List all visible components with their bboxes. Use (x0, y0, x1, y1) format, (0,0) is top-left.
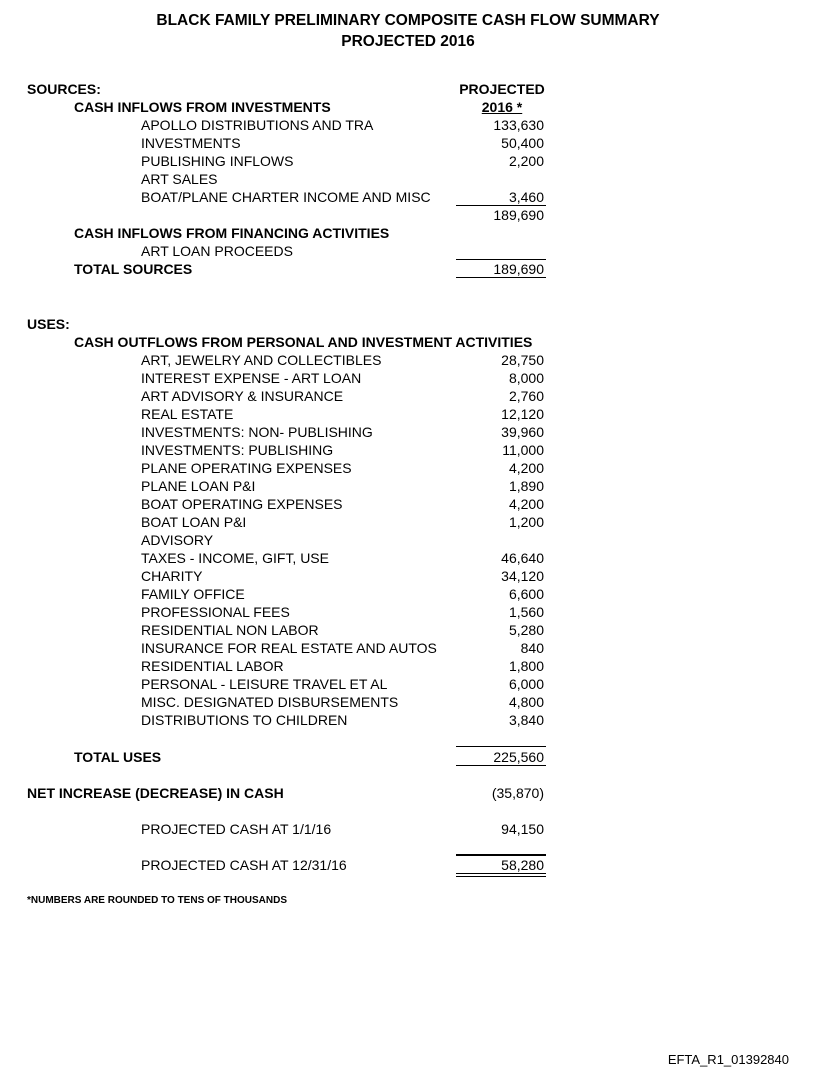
source-item-label: ART SALES (141, 171, 218, 187)
cash-start-value: 94,150 (501, 821, 544, 837)
source-item-value: 50,400 (501, 135, 544, 151)
total-uses-value: 225,560 (493, 749, 544, 765)
use-item-value (440, 531, 544, 549)
use-item-label: ADVISORY (141, 532, 214, 548)
use-item-value: 3,840 (508, 712, 544, 728)
source-item-label: INVESTMENTS (141, 135, 241, 151)
use-item-value: 2,760 (508, 388, 544, 404)
column-header-year: 2016 * (481, 99, 523, 115)
use-item-label: RESIDENTIAL NON LABOR (141, 622, 319, 638)
use-item-label: INVESTMENTS: NON- PUBLISHING (141, 424, 373, 440)
use-item-value: 1,200 (508, 514, 544, 530)
total-uses-rule-bottom (456, 765, 546, 766)
investments-heading: CASH INFLOWS FROM INVESTMENTS (74, 99, 331, 115)
use-item-value: 46,640 (501, 550, 544, 566)
sources-label: SOURCES: (27, 81, 101, 97)
use-item-label: INVESTMENTS: PUBLISHING (141, 442, 334, 458)
document-id: EFTA_R1_01392840 (667, 1052, 789, 1067)
use-item-value: 6,600 (508, 586, 544, 602)
total-sources-label: TOTAL SOURCES (74, 261, 193, 277)
use-item-value: 39,960 (501, 424, 544, 440)
cash-end-rule-double-1 (456, 873, 546, 874)
financing-item-label: ART LOAN PROCEEDS (141, 243, 293, 259)
use-item-label: BOAT LOAN P&I (141, 514, 247, 530)
use-item-value: 12,120 (501, 406, 544, 422)
source-item-label: BOAT/PLANE CHARTER INCOME AND MISC (141, 189, 431, 205)
source-item-label: APOLLO DISTRIBUTIONS AND TRA (141, 117, 374, 133)
use-item-label: BOAT OPERATING EXPENSES (141, 496, 343, 512)
use-item-label: CHARITY (141, 568, 203, 584)
use-item-value: 1,560 (508, 604, 544, 620)
use-item-label: PERSONAL - LEISURE TRAVEL ET AL (141, 676, 388, 692)
use-item-label: INSURANCE FOR REAL ESTATE AND AUTOS (141, 640, 437, 656)
uses-label: USES: (27, 316, 70, 332)
report-subtitle: PROJECTED 2016 (341, 33, 475, 50)
financing-heading: CASH INFLOWS FROM FINANCING ACTIVITIES (74, 225, 390, 241)
total-sources-rule-bottom (456, 277, 546, 278)
use-item-label: INTEREST EXPENSE - ART LOAN (141, 370, 362, 386)
use-item-value: 34,120 (501, 568, 544, 584)
source-item-value: 2,200 (508, 153, 544, 169)
source-item-value: 3,460 (508, 189, 544, 205)
use-item-value: 11,000 (502, 442, 544, 458)
total-uses-label: TOTAL USES (74, 749, 162, 765)
use-item-value: 4,200 (508, 460, 544, 476)
use-item-label: ART ADVISORY & INSURANCE (141, 388, 344, 404)
source-item-value (440, 170, 544, 188)
use-item-value: 8,000 (508, 370, 544, 386)
footnote: *NUMBERS ARE ROUNDED TO TENS OF THOUSANDS (27, 895, 288, 906)
investments-subtotal: 189,690 (493, 207, 544, 223)
cash-start-label: PROJECTED CASH AT 1/1/16 (141, 821, 332, 837)
use-item-label: DISTRIBUTIONS TO CHILDREN (141, 712, 348, 728)
use-item-value: 1,800 (508, 658, 544, 674)
use-item-label: PROFESSIONAL FEES (141, 604, 290, 620)
outflows-heading: CASH OUTFLOWS FROM PERSONAL AND INVESTMENT ACTIVITIES (74, 334, 533, 350)
use-item-label: TAXES - INCOME, GIFT, USE (141, 550, 329, 566)
cash-end-rule-double-2 (456, 876, 546, 877)
use-item-label: PLANE LOAN P&I (141, 478, 256, 494)
use-item-value: 5,280 (508, 622, 544, 638)
total-uses-rule-top (456, 746, 546, 747)
use-item-label: RESIDENTIAL LABOR (141, 658, 284, 674)
use-item-label: MISC. DESIGNATED DISBURSEMENTS (141, 694, 399, 710)
use-item-value: 1,890 (508, 478, 544, 494)
net-change-value: (35,870) (491, 785, 544, 801)
use-item-label: PLANE OPERATING EXPENSES (141, 460, 352, 476)
financing-item-value (440, 242, 544, 260)
total-sources-value: 189,690 (493, 261, 544, 277)
source-item-label: PUBLISHING INFLOWS (141, 153, 294, 169)
source-item-value: 133,630 (493, 117, 544, 133)
use-item-value: 28,750 (501, 352, 544, 368)
use-item-value: 4,800 (508, 694, 544, 710)
cash-end-value: 58,280 (501, 857, 544, 873)
report-title: BLACK FAMILY PRELIMINARY COMPOSITE CASH FLOW SUMMARY (156, 12, 660, 29)
use-item-value: 4,200 (508, 496, 544, 512)
column-header-year-wrap (452, 98, 552, 116)
use-item-label: ART, JEWELRY AND COLLECTIBLES (141, 352, 382, 368)
column-header-projected: PROJECTED (459, 81, 545, 97)
cash-end-label: PROJECTED CASH AT 12/31/16 (141, 857, 347, 873)
use-item-label: REAL ESTATE (141, 406, 234, 422)
use-item-label: FAMILY OFFICE (141, 586, 245, 602)
net-change-label: NET INCREASE (DECREASE) IN CASH (27, 785, 284, 801)
use-item-value: 6,000 (508, 676, 544, 692)
use-item-value: 840 (520, 640, 544, 656)
